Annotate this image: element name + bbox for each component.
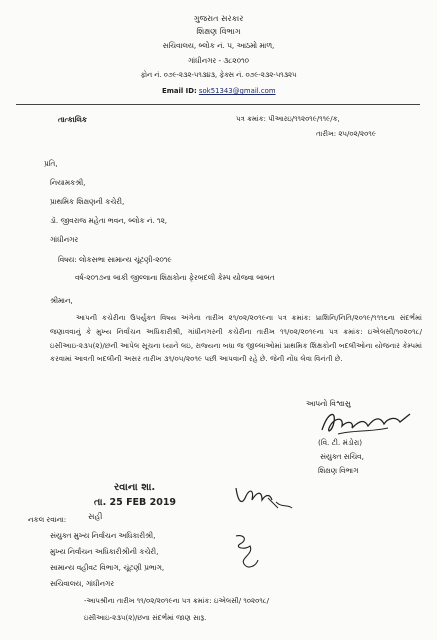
copy-note-line-1: -આપશ્રીના તારીખ ૧૧/૦૨/૨૦૧૯ના પત્ર ક્રમાંક: ઇએલસી/ ૧૦૨૦૧૮/ <box>84 597 269 605</box>
recipient-line: ગાંધીનગર <box>50 235 79 244</box>
recipient-line: પ્રાથમિક શિક્ષણની કચેરી, <box>50 197 125 206</box>
signatory-designation: સંયુક્ત સચિવ, <box>320 452 364 461</box>
copy-note-line-2: ઇસીઆઇ-૨૩૫(૨)/છના સંદર્ભમાં જાણ સારૂ. <box>84 614 207 622</box>
prati-label: પ્રતિ, <box>44 159 58 168</box>
header-rule <box>16 104 420 105</box>
stamp-date: તા. 25 FEB 2019 <box>94 497 177 508</box>
recipient-line: નિયામકશ્રી, <box>50 178 86 187</box>
letterhead-city: ગાંધીનગર - ૩૮૨૦૧૦ <box>188 56 249 65</box>
copy-initials-scribble <box>230 530 264 574</box>
urgency-label: તાત્કાલિક <box>58 115 87 124</box>
stamp-title: રવાના શા. <box>114 482 156 493</box>
subject-line-1: વિષય: લોકસભા સામાન્ય ચૂંટણી-૨૦૧૯ <box>58 255 172 264</box>
email-link[interactable]: sok51343@gmail.com <box>198 87 276 95</box>
salutation: શ્રીમાન, <box>50 296 73 305</box>
signatory-name: (વિ. ટી. મંડોરા) <box>318 438 363 447</box>
copy-line: મુખ્ય નિર્વાચન અધિકારીશ્રીની કચેરી, <box>50 547 159 556</box>
initials-scribble <box>232 478 302 514</box>
letterhead-department: શિક્ષણ વિભાગ <box>196 27 241 36</box>
copy-line: સચિવાલય, ગાંધીનગર <box>50 579 114 588</box>
reference-number: પત્ર ક્રમાંક: પીઆરઇ/૧૧૨૦૧૯/૧૧૯/ક, <box>236 115 340 123</box>
subject-line-2: વર્ષ-૨૦૧૭ના બાકી જીલ્લાના શિક્ષકોના ફેરબદલી કેમ્પ યોજવા બાબત <box>75 273 275 282</box>
stamp-sahi: સહી <box>88 512 103 521</box>
letterhead-address: સચિવાલય, બ્લોક નં. ૫, આઠમો માળ, <box>162 41 275 50</box>
copy-line: સંયુક્ત મુખ્ય નિર્વાચન અધિકારીશ્રી, <box>50 531 156 540</box>
body-paragraph: આપની કચેરીના ઉપર્યુક્ત વિષય અંગેના તારીખ ૨૧/૦૨/૨૦૧૯ના પત્ર ક્રમાંક: પ્રાશિનિ/નિતિ/૨૦૧૯/૧૧૧૬ના સંદર્ભમાં જણાવવાનું કે મુખ્ય નિર્વાચન અધિકારીશ્રી, ગાંધીનગરની કચેરીના તારીખ ૧૧/૦૨/૨૦૧૯ના પત્ર ક્રમાંક: ઇએલસી/૧૦૨૦૧૮/ઇસીઆઇ-૨૩૫(૨)/છની આપેલ સૂચના ધ્યાને લઇ, રાજ્યના બધા જ જીલ્લાઓમાં પ્રાથમિક શિક્ષકોની બદલીઓના યોજનાર કેમ્પમાં કરવામાં આવતી બદલીની અસર તારીખ ૩૧/૦૫/૨૦૧૯ પછી આપવાની રહે છે. જેની નોંધ લેવા વિનંતી છે. <box>50 313 422 364</box>
email-label: Email ID: <box>162 87 197 95</box>
letter-date: તારીખ: ૨૫/૦૨/૨૦૧૯ <box>316 130 376 138</box>
dispatch-stamp <box>86 482 218 524</box>
signature-closing: આપનો વિશ્વાસુ <box>306 399 351 408</box>
handwritten-signature <box>318 404 416 440</box>
signatory-department: શિક્ષણ વિભાગ <box>318 466 359 475</box>
letterhead-phone: ફોન નં. ૦૭૯-૨૩૨-૫૧૩૪૩, ફેક્સ નં. ૦૭૯-૨૩૨-૫૧૩૨૫ <box>140 71 297 79</box>
letterhead-government: ગુજરાત સરકાર <box>193 14 244 23</box>
recipient-line: ડૉ. જીવરાજ મહેતા ભવન, બ્લોક નં. ૧૨, <box>50 216 168 225</box>
copy-heading: નકલ રવાના: <box>28 515 67 524</box>
copy-line: સામાન્ય વહીવટ વિભાગ, ચૂંટણી પ્રભાગ, <box>50 563 165 572</box>
letterhead-email <box>162 87 276 96</box>
